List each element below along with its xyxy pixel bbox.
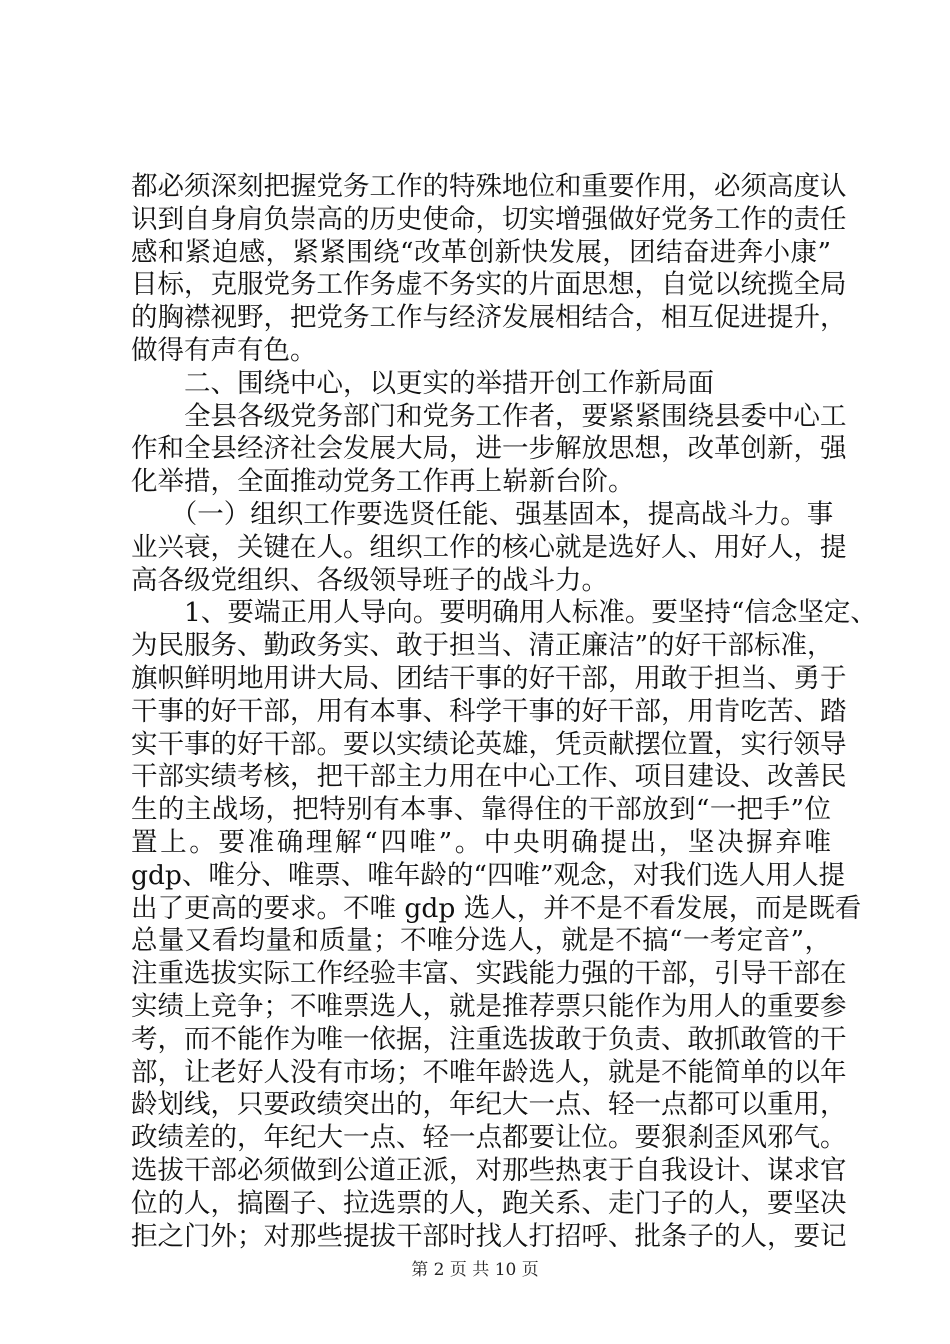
- text-line: 干事的好干部，用有本事、科学干事的好干部，用肯吃苦、踏: [131, 695, 847, 727]
- text-line: 实绩上竞争；不唯票选人，就是推荐票只能作为用人的重要参: [131, 990, 847, 1022]
- text-line: 拒之门外；对那些提拔干部时找人打招呼、批条子的人，要记: [131, 1220, 847, 1252]
- text-line: 高各级党组织、各级领导班子的战斗力。: [131, 564, 608, 596]
- text-line: 考，而不能作为唯一依据，注重选拔敢于负责、敢抓敢管的干: [131, 1023, 847, 1055]
- text-line: 政绩差的，年纪大一点、轻一点都要让位。要狠刹歪风邪气。: [131, 1122, 847, 1154]
- page-number-footer: 第 2 页 共 10 页: [411, 1260, 539, 1280]
- text-line: 龄划线，只要政绩突出的，年纪大一点、轻一点都可以重用，: [131, 1089, 847, 1121]
- text-line: 旗帜鲜明地用讲大局、团结干事的好干部，用敢于担当、勇于: [131, 662, 847, 694]
- text-line: 化举措，全面推动党务工作再上崭新台阶。: [131, 466, 635, 498]
- text-line: 部，让老好人没有市场；不唯年龄选人，就是不能简单的以年: [131, 1056, 847, 1088]
- text-line: 感和紧迫感，紧紧围绕“改革创新快发展，团结奋进奔小康”: [131, 236, 831, 268]
- text-line: 业兴衰，关键在人。组织工作的核心就是选好人、用好人，提: [131, 531, 847, 563]
- text-line: （一）组织工作要选贤任能、强基固本，提高战斗力。事: [131, 498, 834, 530]
- text-line: 目标，克服党务工作务虚不务实的片面思想，自觉以统揽全局: [131, 269, 847, 301]
- text-line: 生的主战场，把特别有本事、靠得住的干部放到“一把手”位: [131, 794, 831, 826]
- section-heading: 二、围绕中心，以更实的举措开创工作新局面: [131, 367, 714, 399]
- text-line: 都必须深刻把握党务工作的特殊地位和重要作用，必须高度认: [131, 171, 847, 202]
- text-line: 总量又看均量和质量；不唯分选人，就是不搞“一考定音”，: [131, 925, 831, 957]
- text-line: 为民服务、勤政务实、敢于担当、清正廉洁”的好干部标准，: [131, 630, 834, 662]
- text-line: 实干事的好干部。要以实绩论英雄，凭贡献摆位置，实行领导: [131, 728, 847, 760]
- text-line: 做得有声有色。: [131, 334, 317, 366]
- text-line: 1、要端正用人导向。要明确用人标准。要坚持“信念坚定、: [131, 597, 877, 629]
- text-line: 的胸襟视野，把党务工作与经济发展相结合，相互促进提升，: [131, 302, 847, 334]
- body-text: [131, 171, 877, 1253]
- text-line: 位的人，搞圈子、拉选票的人，跑关系、走门子的人，要坚决: [131, 1187, 847, 1219]
- text-line: 全县各级党务部门和党务工作者，要紧紧围绕县委中心工: [131, 400, 847, 432]
- text-line: gdp、唯分、唯票、唯年龄的“四唯”观念，对我们选人用人提: [131, 859, 845, 891]
- text-line: 干部实绩考核，把干部主力用在中心工作、项目建设、改善民: [131, 761, 847, 793]
- text-line: 作和全县经济社会发展大局，进一步解放思想，改革创新，强: [131, 433, 847, 465]
- text-line: 识到自身肩负崇高的历史使命，切实增强做好党务工作的责任: [131, 203, 847, 235]
- text-line: 置上。要准确理解“四唯”。中央明确提出，坚决摒弃唯: [131, 826, 831, 858]
- text-line: 注重选拔实际工作经验丰富、实践能力强的干部，引导干部在: [131, 958, 847, 990]
- text-line: 选拔干部必须做到公道正派，对那些热衷于自我设计、谋求官: [131, 1154, 847, 1186]
- text-line: 出了更高的要求。不唯 gdp 选人，并不是不看发展，而是既看: [131, 892, 862, 924]
